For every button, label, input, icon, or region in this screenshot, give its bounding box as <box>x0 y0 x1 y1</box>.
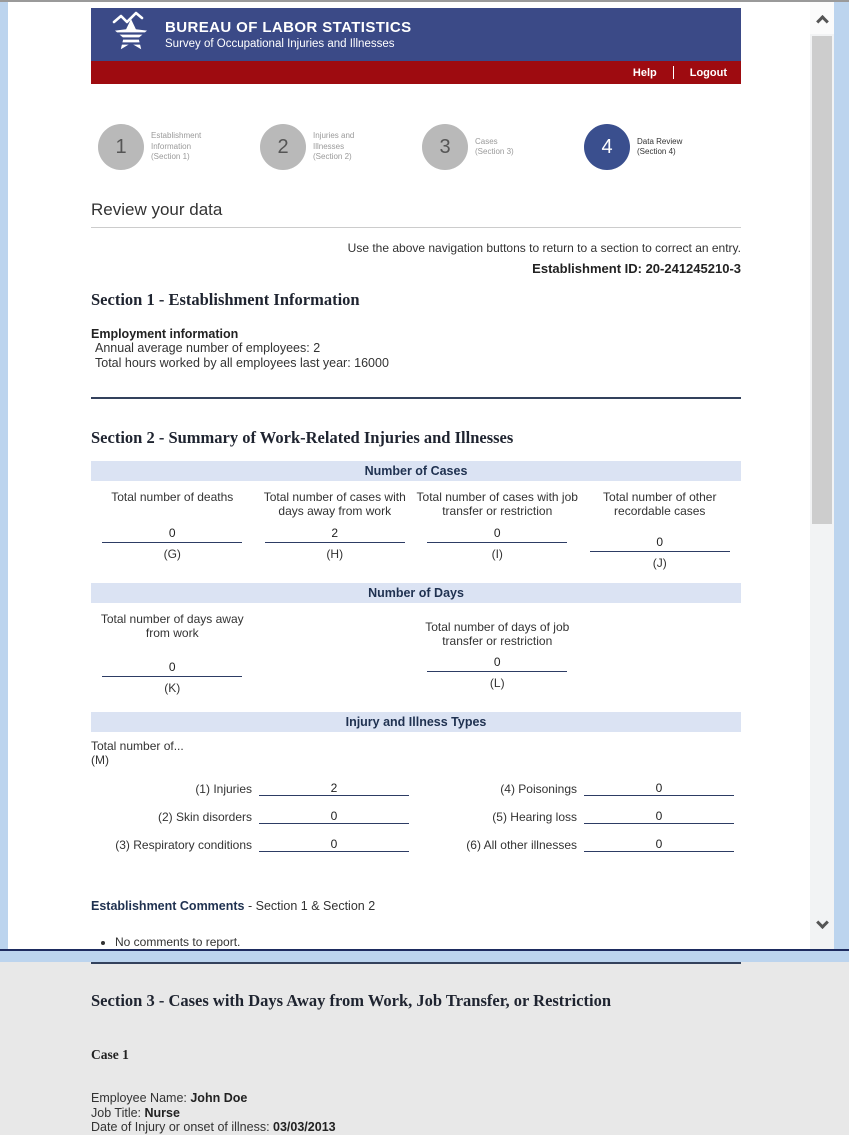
step-2-circle[interactable]: 2 <box>260 124 306 170</box>
section-3-title: Section 3 - Cases with Days Away from Work, Job Transfer, or Restriction <box>91 991 612 1010</box>
case-1-fields <box>91 1091 741 1135</box>
agency-title: BUREAU OF LABOR STATISTICS <box>165 19 412 36</box>
help-link[interactable]: Help <box>632 66 657 79</box>
other-illnesses-row <box>416 835 741 852</box>
hearing-loss-value: 0 <box>584 809 734 824</box>
other-cases-value: 0 <box>590 535 730 552</box>
poisonings-value: 0 <box>584 781 734 796</box>
step-cases[interactable] <box>422 124 572 170</box>
days-transfer-value: 0 <box>427 655 567 672</box>
injury-types-intro <box>91 739 741 767</box>
respiratory-conditions-value: 0 <box>259 837 409 852</box>
days-transfer-label: Total number of days of job transfer or restriction <box>425 620 570 648</box>
injuries-label: (1) Injuries <box>195 782 252 796</box>
injuries-value: 2 <box>259 781 409 796</box>
step-1-section: (Section 1) <box>151 152 190 162</box>
chevron-up-icon <box>816 14 829 27</box>
poisonings-label: (4) Poisonings <box>500 782 577 796</box>
section-1-title: Section 1 - Establishment Information <box>91 290 360 309</box>
navigation-instruction: Use the above navigation buttons to return to a section to correct an entry. <box>347 241 741 255</box>
employee-name-line <box>91 1091 741 1106</box>
step-navigation <box>91 124 741 170</box>
transfer-cases-label: Total number of cases with job transfer or restriction <box>416 490 578 518</box>
section-2-title: Section 2 - Summary of Work-Related Injuries and Illnesses <box>91 428 514 447</box>
skin-disorders-value: 0 <box>259 809 409 824</box>
step-injuries-illnesses[interactable] <box>260 124 410 170</box>
scroll-up-button[interactable] <box>810 2 834 34</box>
step-1-circle[interactable]: 1 <box>98 124 144 170</box>
number-of-days-row <box>91 612 741 699</box>
step-data-review[interactable] <box>584 124 734 170</box>
window-right-edge <box>834 2 849 962</box>
step-2-label <box>313 131 385 162</box>
job-title-line <box>91 1106 741 1121</box>
deaths-column <box>91 490 254 570</box>
skin-disorders-label: (2) Skin disorders <box>157 810 252 824</box>
comments-list <box>115 935 741 949</box>
step-3-circle[interactable]: 3 <box>422 124 468 170</box>
step-2-section: (Section 2) <box>313 152 352 162</box>
step-3-section: (Section 3) <box>475 147 514 156</box>
poisonings-row <box>416 779 741 796</box>
survey-subtitle: Survey of Occupational Injuries and Illnesses <box>165 38 395 50</box>
number-of-days-header: Number of Days <box>91 583 741 603</box>
other-illnesses-label: (6) All other illnesses <box>466 838 577 852</box>
no-comments-item: • No comments to report. <box>115 935 741 949</box>
scrollbar-thumb[interactable] <box>812 36 832 524</box>
days-away-cases-letter: (H) <box>326 547 344 561</box>
step-3-label <box>475 137 547 158</box>
hearing-loss-row <box>416 807 741 824</box>
days-away-letter: (K) <box>164 681 181 695</box>
total-number-of-label: Total number of... <box>91 739 184 753</box>
step-4-section: (Section 4) <box>637 147 676 156</box>
step-3-name: Cases <box>475 136 498 146</box>
window-left-edge <box>0 2 8 962</box>
respiratory-conditions-label: (3) Respiratory conditions <box>115 838 252 852</box>
scroll-down-button[interactable] <box>810 909 834 941</box>
chevron-down-icon <box>816 916 829 929</box>
deaths-value: 0 <box>102 526 242 543</box>
step-1-label <box>151 131 223 162</box>
step-2-name: Injuries and Illnesses <box>313 131 355 151</box>
injury-types-grid <box>91 779 741 863</box>
column-m-letter: (M) <box>91 753 109 767</box>
employee-name-label: Employee Name: <box>91 1091 191 1105</box>
comments-heading-suffix: - Section 1 & Section 2 <box>244 899 376 913</box>
days-away-column <box>91 612 254 695</box>
page-viewport <box>8 2 810 1134</box>
utility-nav-bar <box>91 61 741 84</box>
deaths-letter: (G) <box>163 547 181 561</box>
other-cases-label: Total number of other recordable cases <box>603 490 717 518</box>
days-away-cases-label: Total number of cases with days away from work <box>263 490 406 518</box>
logout-link[interactable]: Logout <box>689 66 727 79</box>
bls-star-logo-icon <box>111 12 153 57</box>
respiratory-conditions-row <box>91 835 416 852</box>
step-1-name: Establishment Information <box>151 131 202 151</box>
masthead-text <box>165 19 412 50</box>
days-away-label: Total number of days away from work <box>100 612 244 640</box>
hearing-loss-label: (5) Hearing loss <box>492 810 577 824</box>
transfer-cases-value: 0 <box>427 526 567 543</box>
other-cases-letter: (J) <box>652 556 667 570</box>
employee-name-value: John Doe <box>190 1091 248 1105</box>
hours-worked-line: Total hours worked by all employees last year: 16000 <box>95 356 389 370</box>
other-cases-column <box>579 490 742 570</box>
injuries-row <box>91 779 416 796</box>
skin-disorders-row <box>91 807 416 824</box>
transfer-cases-letter: (I) <box>491 547 503 561</box>
job-title-value: Nurse <box>144 1105 180 1120</box>
transfer-cases-column <box>416 490 579 570</box>
days-away-cases-value: 2 <box>265 526 405 543</box>
number-of-cases-header: Number of Cases <box>91 461 741 481</box>
days-transfer-column <box>416 612 579 695</box>
vertical-scrollbar[interactable] <box>810 2 834 949</box>
step-4-label <box>637 137 709 158</box>
masthead <box>91 8 741 61</box>
step-establishment-information[interactable] <box>98 124 248 170</box>
establishment-id: Establishment ID: 20-241245210-3 <box>532 261 741 276</box>
page-title: Review your data <box>91 200 223 219</box>
other-illnesses-value: 0 <box>584 837 734 852</box>
injury-types-left-column <box>91 779 416 863</box>
section-divider <box>91 962 741 964</box>
days-away-cases-column <box>254 490 417 570</box>
step-4-name: Data Review <box>637 136 683 146</box>
employees-count-line: Annual average number of employees: 2 <box>95 341 321 355</box>
title-rule <box>91 227 741 228</box>
page-content <box>91 8 741 1135</box>
case-1-heading: Case 1 <box>91 1047 129 1062</box>
number-of-cases-row <box>91 490 741 570</box>
comments-heading-bold: Establishment Comments <box>91 899 245 913</box>
job-title-label: Job Title: <box>91 1105 145 1120</box>
step-4-circle[interactable]: 4 <box>584 124 630 170</box>
injury-date-value: 03/03/2013 <box>273 1120 336 1134</box>
window-bottom-edge <box>0 949 849 962</box>
injury-types-header: Injury and Illness Types <box>91 712 741 732</box>
days-away-value: 0 <box>102 660 242 677</box>
section-divider <box>91 397 741 399</box>
establishment-comments-heading <box>91 899 741 913</box>
injury-date-line <box>91 1120 741 1135</box>
nav-separator <box>673 66 674 79</box>
injury-types-right-column <box>416 779 741 863</box>
deaths-label: Total number of deaths <box>111 490 234 504</box>
employment-info-heading: Employment information <box>91 327 239 341</box>
injury-date-label: Date of Injury or onset of illness: <box>91 1120 274 1134</box>
days-transfer-letter: (L) <box>489 676 505 690</box>
